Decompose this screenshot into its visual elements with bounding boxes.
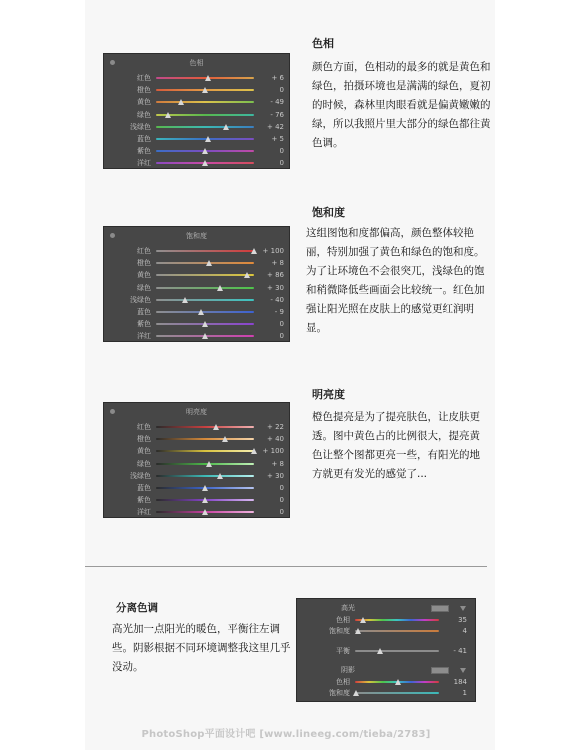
hue-slider-thumb[interactable] <box>223 124 229 130</box>
luminance-slider-track[interactable] <box>156 475 254 477</box>
saturation-slider-thumb[interactable] <box>202 321 208 327</box>
saturation-slider-track[interactable] <box>156 311 254 313</box>
highlights-hue-slider-track[interactable] <box>355 619 439 621</box>
saturation-slider-row <box>104 330 289 342</box>
section-divider <box>85 566 487 567</box>
saturation-slider-label: 蓝色 <box>137 308 151 316</box>
hue-slider-label: 绿色 <box>137 110 151 119</box>
balance-slider-value: - 41 <box>453 647 467 655</box>
hue-slider-thumb[interactable] <box>202 148 208 154</box>
luminance-slider-label: 紫色 <box>137 496 151 505</box>
hue-paragraph: 颜色方面，色相动的最多的就是黄色和绿色，拍摄环境也是满满的绿色，夏初的时候，森林里肉眼看就是偏黄嫩嫩的绿，所以我照片里大部分的绿色都往黄色调。 <box>312 61 491 149</box>
hue-section-title: 色相 <box>312 37 334 50</box>
hue-slider-thumb[interactable] <box>202 160 208 166</box>
shadows-hue-slider-value: 184 <box>453 678 467 686</box>
luminance-slider-value: 0 <box>279 496 284 505</box>
saturation-slider-value: - 40 <box>270 295 284 304</box>
hue-slider-label: 橙色 <box>137 86 151 95</box>
shadows-saturation-slider-row <box>297 687 475 699</box>
saturation-slider-row <box>104 306 289 318</box>
shadows-header <box>297 665 475 675</box>
hue-slider-row <box>104 96 289 108</box>
saturation-slider-row <box>104 245 289 257</box>
hue-slider-label: 浅绿色 <box>130 122 151 131</box>
hue-slider-value: - 49 <box>270 98 284 107</box>
hue-slider-value: 0 <box>279 86 284 95</box>
saturation-paragraph: 这组图饱和度都偏高，颜色整体较艳丽，特别加强了黄色和绿色的饱和度。为了让环境色不会很突兀，浅绿色的饱和稍微降低些画面会比较统一。红色加强让阳光照在皮肤上的感觉更红润明显。 <box>306 227 485 334</box>
saturation-slider-thumb[interactable] <box>182 297 188 303</box>
collapse-arrow-icon[interactable] <box>460 668 466 673</box>
luminance-slider-value: 0 <box>279 484 284 492</box>
luminance-panel <box>103 402 290 518</box>
hue-slider-label: 红色 <box>137 74 151 82</box>
shadows-saturation-slider-label: 饱和度 <box>329 689 350 697</box>
luminance-slider-thumb[interactable] <box>222 436 228 442</box>
luminance-slider-row <box>104 421 289 433</box>
shadows-saturation-slider-track[interactable] <box>355 692 439 694</box>
luminance-slider-thumb[interactable] <box>202 497 208 503</box>
shadows-label: 阴影 <box>341 666 355 674</box>
hue-slider-label: 洋红 <box>137 159 151 168</box>
hue-slider-label: 紫色 <box>137 147 151 156</box>
luminance-slider-track[interactable] <box>156 438 254 440</box>
luminance-slider-label: 浅绿色 <box>130 471 151 480</box>
luminance-slider-value: + 100 <box>262 447 284 456</box>
saturation-slider-label: 绿色 <box>137 283 151 292</box>
balance-slider-row <box>297 645 475 657</box>
highlights-hue-slider-value: 35 <box>458 616 467 624</box>
hue-slider-value: + 42 <box>267 122 284 131</box>
saturation-slider-value: + 86 <box>267 271 284 280</box>
highlights-saturation-slider-row <box>297 625 475 637</box>
luminance-slider-value: + 40 <box>267 435 284 444</box>
highlights-saturation-slider-track[interactable] <box>355 630 439 632</box>
saturation-slider-value: 0 <box>279 320 284 329</box>
luminance-slider-row <box>104 445 289 457</box>
hue-slider-value: 0 <box>279 147 284 156</box>
hue-slider-track[interactable] <box>156 126 254 128</box>
saturation-slider-track[interactable] <box>156 274 254 276</box>
hue-slider-label: 黄色 <box>137 98 151 107</box>
saturation-slider-label: 黄色 <box>137 271 151 280</box>
luminance-slider-track[interactable] <box>156 426 254 428</box>
luminance-slider-label: 绿色 <box>137 459 151 468</box>
luminance-slider-row <box>104 470 289 482</box>
luminance-slider-thumb[interactable] <box>206 461 212 467</box>
balance-slider-thumb[interactable] <box>377 648 383 654</box>
luminance-slider-label: 红色 <box>137 423 151 431</box>
saturation-slider-thumb[interactable] <box>198 309 204 315</box>
hue-slider-row <box>104 72 289 84</box>
luminance-slider-thumb[interactable] <box>202 509 208 515</box>
collapse-arrow-icon[interactable] <box>460 606 466 611</box>
hue-slider-row <box>104 145 289 157</box>
saturation-slider-row <box>104 257 289 269</box>
luminance-slider-value: + 30 <box>267 471 284 480</box>
saturation-slider-value: + 30 <box>267 283 284 292</box>
shadows-saturation-slider-thumb[interactable] <box>353 690 359 696</box>
hue-slider-value: - 76 <box>270 110 284 119</box>
split-toning-panel <box>296 598 476 702</box>
saturation-slider-label: 紫色 <box>137 320 151 329</box>
saturation-slider-label: 红色 <box>137 247 151 255</box>
hue-panel <box>103 53 290 169</box>
balance-slider-label: 平衡 <box>336 647 350 655</box>
split-toning-title: 分离色调 <box>116 602 158 614</box>
luminance-slider-row <box>104 494 289 506</box>
saturation-slider-thumb[interactable] <box>202 333 208 339</box>
luminance-slider-label: 黄色 <box>137 447 151 456</box>
saturation-slider-row <box>104 269 289 281</box>
luminance-slider-track[interactable] <box>156 450 254 452</box>
saturation-slider-track[interactable] <box>156 287 254 289</box>
hue-slider-thumb[interactable] <box>165 112 171 118</box>
luminance-slider-row <box>104 482 289 494</box>
shadows-saturation-slider-value: 1 <box>462 689 467 697</box>
luminance-slider-value: + 22 <box>267 423 284 431</box>
hue-slider-row <box>104 121 289 133</box>
hue-slider-label: 蓝色 <box>137 135 151 143</box>
shadows-hue-slider-label: 色相 <box>336 678 350 686</box>
luminance-slider-row <box>104 458 289 470</box>
luminance-slider-row <box>104 433 289 445</box>
hue-slider-row <box>104 109 289 121</box>
saturation-slider-track[interactable] <box>156 299 254 301</box>
saturation-panel-title: 饱和度 <box>186 232 207 240</box>
saturation-slider-label: 洋红 <box>137 332 151 341</box>
hue-panel-title: 色相 <box>189 59 204 67</box>
saturation-slider-row <box>104 318 289 330</box>
saturation-slider-value: 0 <box>279 332 284 341</box>
saturation-slider-track[interactable] <box>156 250 254 252</box>
luminance-slider-row <box>104 506 289 518</box>
saturation-slider-label: 橙色 <box>137 259 151 268</box>
saturation-slider-thumb[interactable] <box>206 260 212 266</box>
footer-watermark: PhotoShop平面设计吧 [www.lineeg.com/tieba/2783] <box>141 729 431 740</box>
highlights-color-swatch[interactable] <box>431 605 449 612</box>
saturation-panel <box>103 226 290 342</box>
highlights-saturation-slider-thumb[interactable] <box>355 628 361 634</box>
highlights-label: 高光 <box>341 604 355 612</box>
split-toning-paragraph: 高光加一点阳光的暖色，平衡往左调些。阴影根据不同环境调整我这里几乎没动。 <box>112 623 291 673</box>
luminance-slider-label: 橙色 <box>137 435 151 444</box>
highlights-hue-slider-thumb[interactable] <box>360 617 366 623</box>
luminance-paragraph: 橙色提亮是为了提亮肤色，让皮肤更透。图中黄色占的比例很大，提亮黄色让整个图都更亮一些，有阳光的地方就更有发光的感觉了... <box>312 411 480 480</box>
hue-slider-row <box>104 157 289 169</box>
saturation-slider-value: - 9 <box>274 308 284 316</box>
luminance-slider-thumb[interactable] <box>202 485 208 491</box>
luminance-slider-thumb[interactable] <box>217 473 223 479</box>
hue-slider-thumb[interactable] <box>178 99 184 105</box>
hue-slider-value: + 6 <box>271 74 284 82</box>
highlights-saturation-slider-label: 饱和度 <box>329 627 350 635</box>
luminance-slider-value: + 8 <box>271 459 284 468</box>
luminance-slider-thumb[interactable] <box>213 424 219 430</box>
saturation-slider-row <box>104 294 289 306</box>
luminance-slider-label: 洋红 <box>137 508 151 517</box>
saturation-section-title: 饱和度 <box>312 206 345 219</box>
hue-slider-row <box>104 84 289 96</box>
shadows-color-swatch[interactable] <box>431 667 449 674</box>
saturation-slider-value: + 100 <box>262 247 284 255</box>
hue-slider-thumb[interactable] <box>202 87 208 93</box>
hue-slider-thumb[interactable] <box>205 75 211 81</box>
hue-slider-value: + 5 <box>271 135 284 143</box>
luminance-slider-label: 蓝色 <box>137 484 151 492</box>
luminance-slider-value: 0 <box>279 508 284 517</box>
highlights-saturation-slider-value: 4 <box>462 627 467 635</box>
saturation-slider-row <box>104 282 289 294</box>
hue-slider-value: 0 <box>279 159 284 168</box>
highlights-hue-slider-label: 色相 <box>336 616 350 624</box>
saturation-slider-thumb[interactable] <box>217 285 223 291</box>
shadows-hue-slider-thumb[interactable] <box>395 679 401 685</box>
highlights-header <box>297 603 475 613</box>
hue-slider-thumb[interactable] <box>205 136 211 142</box>
hue-slider-row <box>104 133 289 145</box>
saturation-slider-value: + 8 <box>271 259 284 268</box>
hue-slider-track[interactable] <box>156 101 254 103</box>
saturation-slider-label: 浅绿色 <box>130 295 151 304</box>
saturation-slider-thumb[interactable] <box>244 272 250 278</box>
balance-slider-track[interactable] <box>355 650 439 652</box>
luminance-panel-title: 明亮度 <box>186 408 207 416</box>
luminance-section-title: 明亮度 <box>312 388 345 401</box>
